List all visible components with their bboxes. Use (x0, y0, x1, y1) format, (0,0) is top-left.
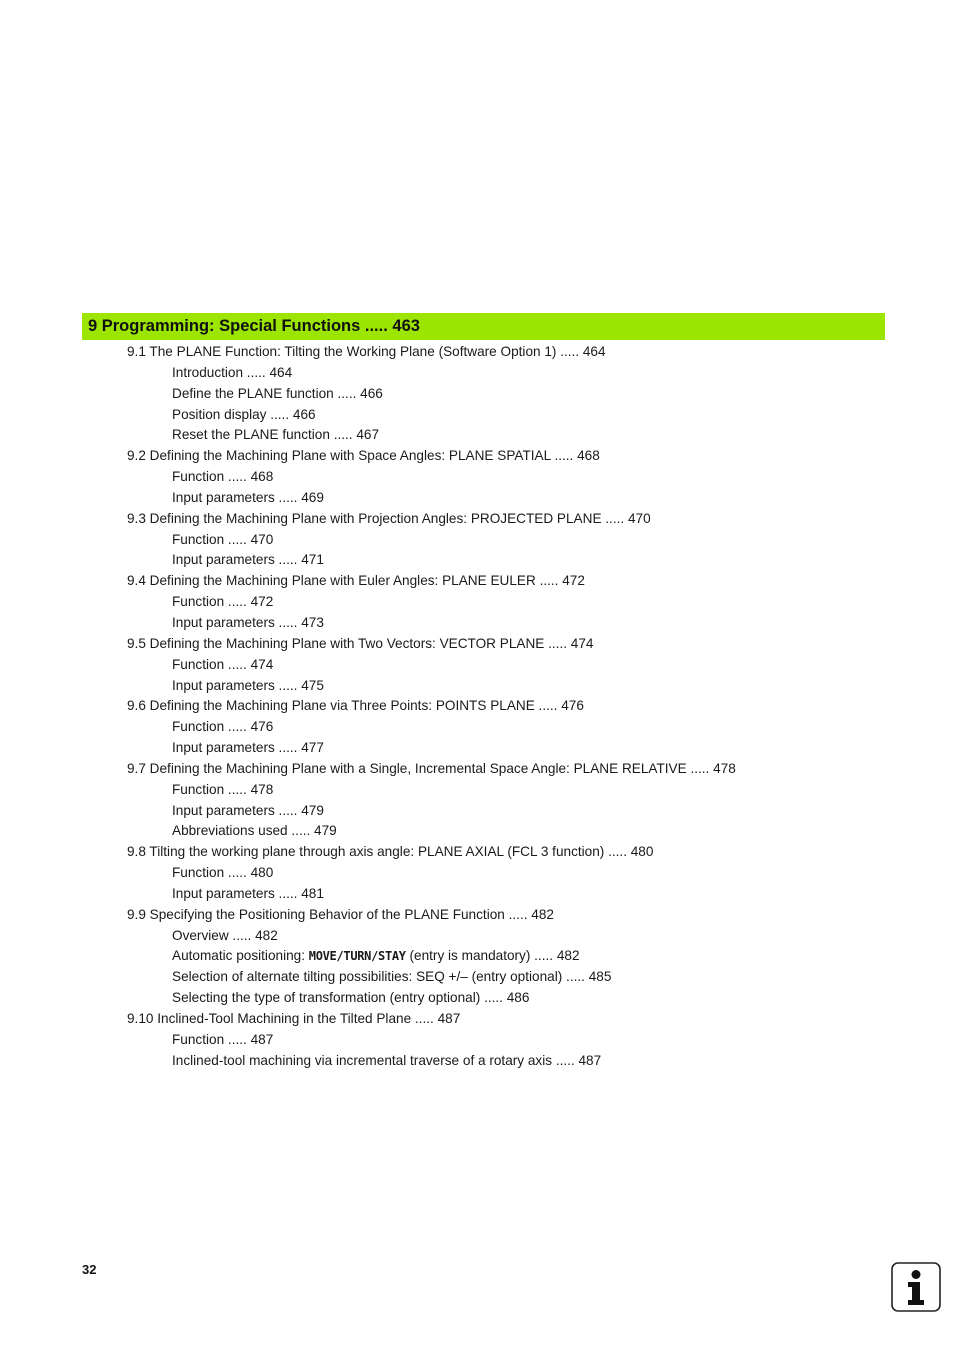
toc-subsection[interactable]: Position display ..... 466 (172, 406, 316, 422)
toc-subsection[interactable]: Input parameters ..... 475 (172, 677, 324, 693)
toc-entry-prefix: Automatic positioning: (172, 948, 309, 964)
toc-subsection-automatic-positioning[interactable] (0, 945, 954, 966)
toc-subsection[interactable]: Reset the PLANE function ..... 467 (172, 427, 380, 443)
toc-subsection[interactable]: Input parameters ..... 469 (172, 489, 324, 505)
toc-subsection[interactable]: Input parameters ..... 473 (172, 614, 324, 630)
toc-section-9-2[interactable]: 9.2 Defining the Machining Plane with Space Angles: PLANE SPATIAL ..... 468 (127, 448, 600, 464)
toc-subsection[interactable]: Function ..... 474 (172, 656, 274, 672)
toc-subsection[interactable]: Function ..... 468 (172, 469, 274, 485)
toc-section-9-3[interactable]: 9.3 Defining the Machining Plane with Projection Angles: PROJECTED PLANE ..... 470 (127, 510, 651, 526)
page-number: 32 (82, 1262, 97, 1277)
toc-subsection[interactable]: Function ..... 480 (172, 865, 274, 881)
toc-subsection[interactable]: Function ..... 476 (172, 719, 274, 735)
toc-subsection[interactable]: Define the PLANE function ..... 466 (172, 385, 383, 401)
toc-subsection[interactable]: Input parameters ..... 471 (172, 552, 324, 568)
toc-subsection[interactable]: Selecting the type of transformation (entry optional) ..... 486 (172, 990, 530, 1006)
toc-section-9-5[interactable]: 9.5 Defining the Machining Plane with Two Vectors: VECTOR PLANE ..... 474 (127, 635, 594, 651)
toc-subsection[interactable]: Input parameters ..... 481 (172, 885, 324, 901)
toc-section-9-10[interactable]: 9.10 Inclined-Tool Machining in the Tilted Plane ..... 487 (127, 1011, 461, 1026)
toc-subsection[interactable]: Function ..... 487 (172, 1031, 274, 1047)
toc-subsection[interactable]: Function ..... 470 (172, 531, 274, 547)
toc-entry-suffix: (entry is mandatory) ..... 482 (405, 948, 580, 964)
toc-section-9-4[interactable]: 9.4 Defining the Machining Plane with Euler Angles: PLANE EULER ..... 472 (127, 573, 585, 589)
info-icon (891, 1262, 941, 1312)
table-of-contents (0, 341, 954, 1071)
toc-subsection[interactable]: Inclined-tool machining via incremental traverse of a rotary axis ..... 487 (172, 1052, 602, 1068)
toc-section-9-6[interactable]: 9.6 Defining the Machining Plane via Three Points: POINTS PLANE ..... 476 (127, 698, 584, 714)
toc-section-9-1[interactable]: 9.1 The PLANE Function: Tilting the Working Plane (Software Option 1) ..... 464 (127, 344, 606, 359)
toc-subsection[interactable]: Function ..... 472 (172, 594, 274, 610)
toc-subsection[interactable]: Function ..... 478 (172, 781, 274, 797)
toc-section-9-8[interactable]: 9.8 Tilting the working plane through axis angle: PLANE AXIAL (FCL 3 function) ..... 480 (127, 844, 654, 860)
toc-subsection[interactable]: Introduction ..... 464 (172, 364, 293, 380)
toc-section-9-7[interactable]: 9.7 Defining the Machining Plane with a Single, Incremental Space Angle: PLANE RELATIVE ..... 478 (127, 760, 736, 776)
toc-entry-code: MOVE/TURN/STAY (308, 949, 406, 964)
toc-subsection[interactable]: Input parameters ..... 479 (172, 802, 324, 818)
toc-subsection[interactable]: Abbreviations used ..... 479 (172, 823, 337, 839)
toc-section-9-9[interactable]: 9.9 Specifying the Positioning Behavior of the PLANE Function ..... 482 (127, 906, 554, 922)
chapter-heading-bar (82, 313, 885, 340)
toc-subsection[interactable]: Overview ..... 482 (172, 927, 278, 943)
toc-subsection[interactable]: Selection of alternate tilting possibilities: SEQ +/– (entry optional) ..... 485 (172, 969, 612, 985)
chapter-title: 9 Programming: Special Functions ..... 463 (88, 317, 420, 335)
toc-subsection[interactable]: Input parameters ..... 477 (172, 740, 324, 756)
